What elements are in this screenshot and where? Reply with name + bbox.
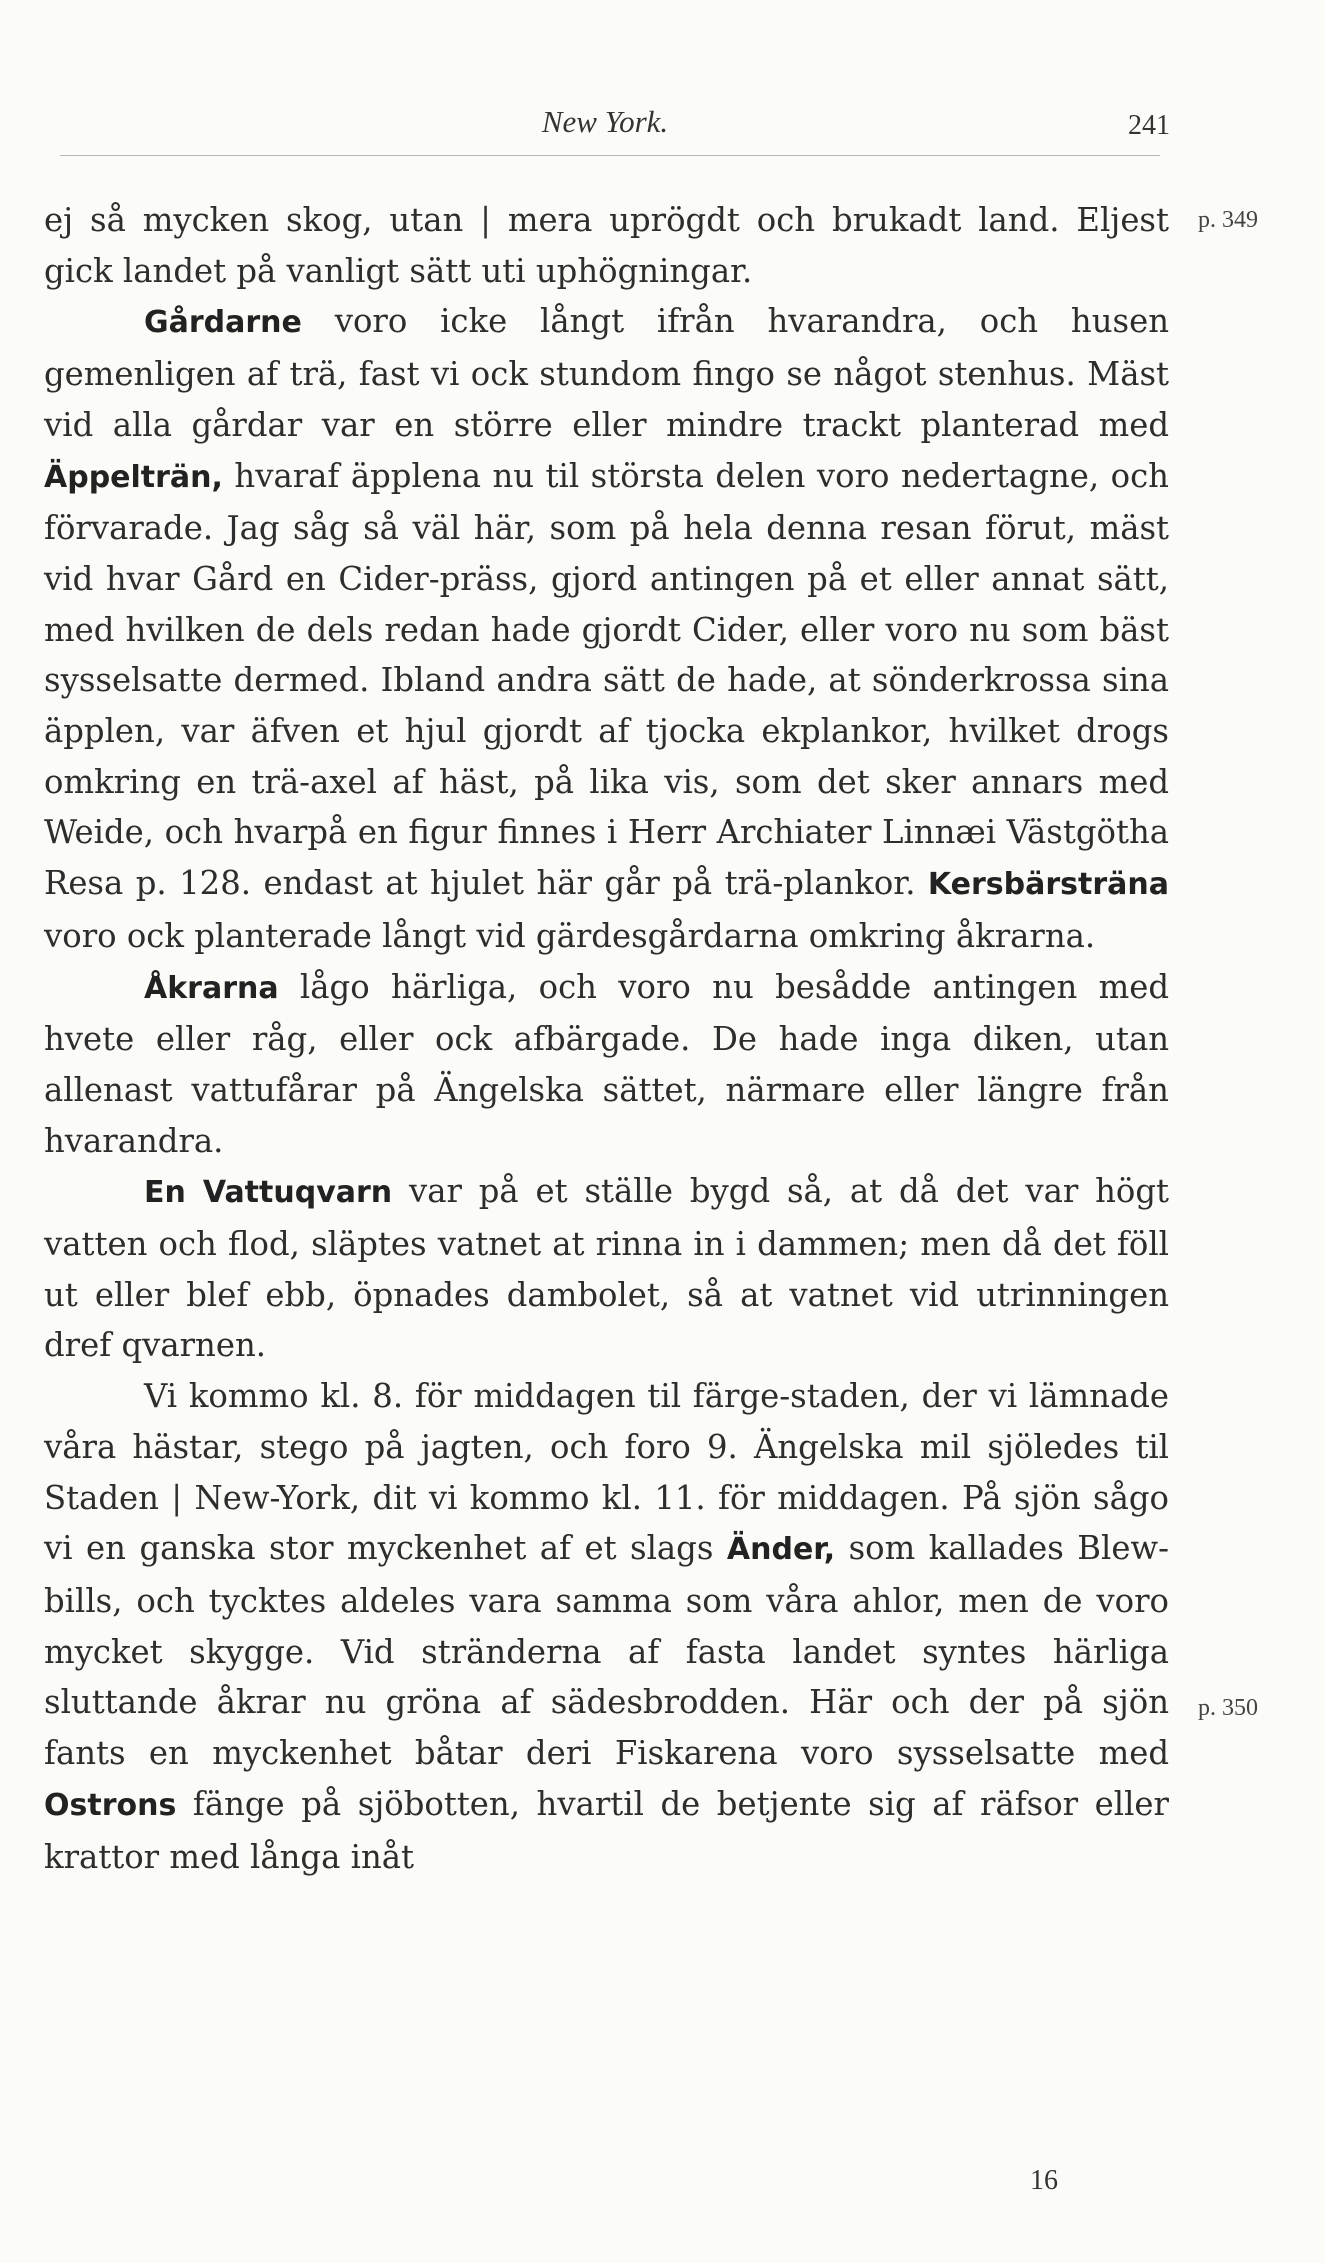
text-run: New-York, dit vi kommo kl. 11. för middagen. På sjön sågo vi en ganska stor myckenhet af et slags <box>44 1478 1169 1568</box>
paragraph <box>44 1166 1169 1371</box>
text-run: mera uprögdt och brukadt land. Eljest gick landet på vanligt sätt uti uphögningar. <box>44 201 1169 290</box>
text-run: voro ock planterade långt vid gärdesgårdarna omkring åkrarna. <box>44 916 1096 955</box>
bold-term: Änder, <box>726 1532 836 1568</box>
page-break-marker: | <box>480 201 492 239</box>
text-run: lågo härliga, och voro nu besådde antingen med hvete eller råg, eller ock afbärgade. De hade inga diken, utan allenast vattufårar på Ängelska sättet, närmare eller längre från hvarandra. <box>44 967 1169 1160</box>
running-head-title: New York. <box>541 104 669 139</box>
text-run: Vi kommo kl. 8. för middagen til färge-staden, der vi lämnade våra hästar, stego på jagten, och foro 9. Ängelska mil sjöledes til Staden <box>44 1377 1169 1517</box>
bold-term: Äppelträn, <box>44 459 223 495</box>
bold-term: Ostrons <box>44 1787 177 1823</box>
bold-term: En Vattuqvarn <box>144 1175 393 1211</box>
paragraph <box>44 962 1169 1167</box>
paragraph <box>44 296 1169 961</box>
body-text <box>44 195 1169 1882</box>
margin-note-p349: p. 349 <box>1198 207 1258 233</box>
text-run: hvaraf äpplena nu til största delen voro nedertagne, och förvarade. Jag såg så väl här, som på hela denna resan förut, mäst vid hvar Gård en Cider-präss, gjord antingen på et eller annat sätt, med hvilken de dels redan hade gjordt Cider, eller voro nu som bäst sysselsatte dermed. Ibland andra sätt de hade, at sönderkrossa sina äpplen, var äfven et hjul gjordt af tjocka ekplankor, hvilket drogs omkring en trä-axel af häst, på lika vis, som det sker annars med Weide, och hvarpå en figur finnes i Herr Archiater Linnæi Västgötha Resa p. 128. endast at hjulet här går på trä-plankor. <box>44 456 1169 903</box>
text-run: fänge på sjöbotten, hvartil de betjente sig af räfsor eller krattor med långa inåt <box>44 1784 1169 1876</box>
paragraph <box>44 1371 1169 1882</box>
signature-number: 16 <box>1030 2165 1058 2196</box>
text-run: var på et ställe bygd så, at då det var högt vatten och flod, släptes vatnet at rinna in i dammen; men då det föll ut eller blef ebb, öpnades dambolet, så at vatnet vid utrinningen dref qvarnen. <box>44 1172 1169 1365</box>
bold-term: Åkrarna <box>144 970 279 1006</box>
page-number: 241 <box>1128 110 1170 141</box>
running-head <box>40 100 1170 160</box>
page-break-marker: | <box>171 1478 183 1517</box>
text-run: ej så mycken skog, utan <box>44 201 481 239</box>
margin-note-p350: p. 350 <box>1198 1695 1258 1721</box>
header-rule <box>60 155 1160 156</box>
paragraph <box>44 195 1169 296</box>
bold-term: Kersbärsträna <box>927 867 1169 903</box>
bold-term: Gårdarne <box>144 305 302 341</box>
text-run: voro icke långt ifrån hvarandra, och husen gemenligen af trä, fast vi ock stundom fingo se något stenhus. Mäst vid alla gårdar var en större eller mindre trackt planterad med <box>44 302 1169 444</box>
text-run: som kallades Blew-bills, och tycktes aldeles vara samma som våra ahlor, men de voro mycket skygge. Vid stränderna af fasta landet syntes härliga sluttande åkrar nu gröna af sädesbrodden. Här och der på sjön fants en myckenhet båtar deri Fiskarena voro sysselsatte med <box>44 1529 1169 1773</box>
